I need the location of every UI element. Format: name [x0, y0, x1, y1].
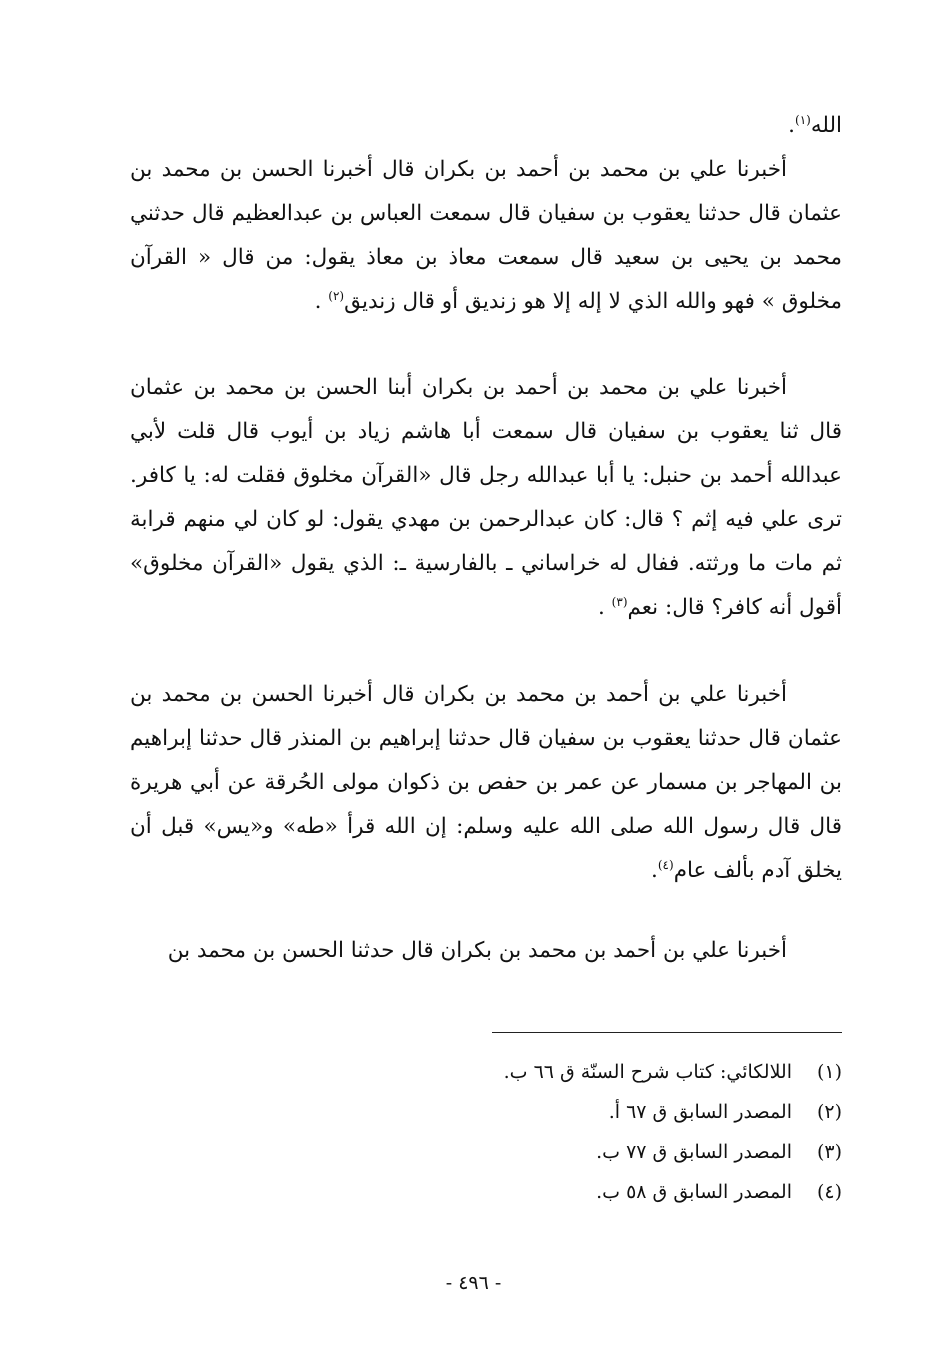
paragraph-end: . [598, 595, 612, 620]
opening-line [130, 104, 842, 148]
paragraph-end: . [651, 858, 658, 883]
paragraph-body [130, 366, 842, 630]
paragraph-body [130, 673, 842, 893]
footnote-text: المصدر السابق ق ٧٧ ب. [596, 1141, 792, 1163]
paragraph-text: أخبرنا علي بن أحمد بن محمد بن بكران قال حدثنا الحسن بن محمد بن [167, 938, 787, 963]
footnote-separator [492, 1032, 842, 1033]
footnote-number: (١) [816, 1061, 842, 1083]
paragraph-text: أخبرنا علي بن أحمد بن محمد بن بكران قال أخبرنا الحسن بن محمد بن عثمان قال حدثنا يعقوب بن سفيان قال حدثنا إبراهيم بن المنذر قال حدثنا إبراهيم بن المهاجر بن مسمار عن عمر بن حفص بن ذكوان مولى الحُرقة عن أبي هريرة قال قال رسول الله صلى الله عليه وسلم: إن الله قرأ «طه» و«يس» قبل أن يخلق آدم بألف عام [130, 682, 842, 883]
paragraph-body [130, 929, 842, 973]
footnote-item [300, 1132, 842, 1172]
opening-paragraph [130, 104, 842, 148]
hadith-paragraph-1 [130, 148, 842, 324]
footnote-ref-2: (٢) [328, 288, 345, 303]
footnote-ref-3: (٣) [611, 594, 628, 609]
paragraph-text: أخبرنا علي بن محمد بن أحمد بن بكران قال أخبرنا الحسن بن محمد بن عثمان قال حدثنا يعقوب بن سفيان قال سمعت العباس بن عبدالعظيم قال حدثني محمد بن يحيى بن سعيد قال سمعت معاذ بن معاذ يقول: من قال « القرآن مخلوق » فهو والله الذي لا إله إلا هو زنديق أو قال زنديق [130, 157, 842, 314]
footnote-ref-1: (١) [795, 112, 811, 127]
footnote-text: المصدر السابق ق ٦٧ أ. [608, 1101, 792, 1123]
footnote-number: (٢) [816, 1101, 842, 1123]
footnote-text: اللالكائي: كتاب شرح السنّة ق ٦٦ ب. [503, 1061, 792, 1083]
footnote-text: المصدر السابق ق ٥٨ ب. [596, 1181, 792, 1203]
footnote-item [300, 1092, 842, 1132]
footnote-number: (٣) [816, 1141, 842, 1163]
hadith-paragraph-4 [130, 929, 842, 973]
footnote-item [300, 1052, 842, 1092]
opening-text: الله [810, 113, 842, 138]
paragraph-body [130, 148, 842, 324]
footnote-number: (٤) [816, 1181, 842, 1203]
opening-end: . [788, 113, 795, 138]
paragraph-end: . [314, 289, 329, 314]
hadith-paragraph-3 [130, 673, 842, 893]
page-number: - ٤٩٦ - [445, 1272, 502, 1294]
hadith-paragraph-2 [130, 366, 842, 630]
paragraph-text: أخبرنا علي بن محمد بن أحمد بن بكران أبنا الحسن بن محمد بن عثمان قال ثنا يعقوب بن سفيان قال سمعت أبا هاشم زياد بن أيوب قال قلت لأبي عبدالله أحمد بن حنبل: يا أبا عبدالله رجل قال «القرآن مخلوق فقلت له: يا كافر. ترى علي فيه إثم ؟ قال: كان عبدالرحمن بن مهدي يقول: لو كان لي منهم قرابة ثم مات ما ورثته. ففال له خراساني ـ بالفارسية ـ: الذي يقول «القرآن مخلوق» أقول أنه كافر؟ قال: نعم [130, 375, 842, 620]
footnote-item [300, 1172, 842, 1212]
footnote-ref-4: (٤) [657, 857, 674, 872]
footnotes [300, 1052, 842, 1212]
